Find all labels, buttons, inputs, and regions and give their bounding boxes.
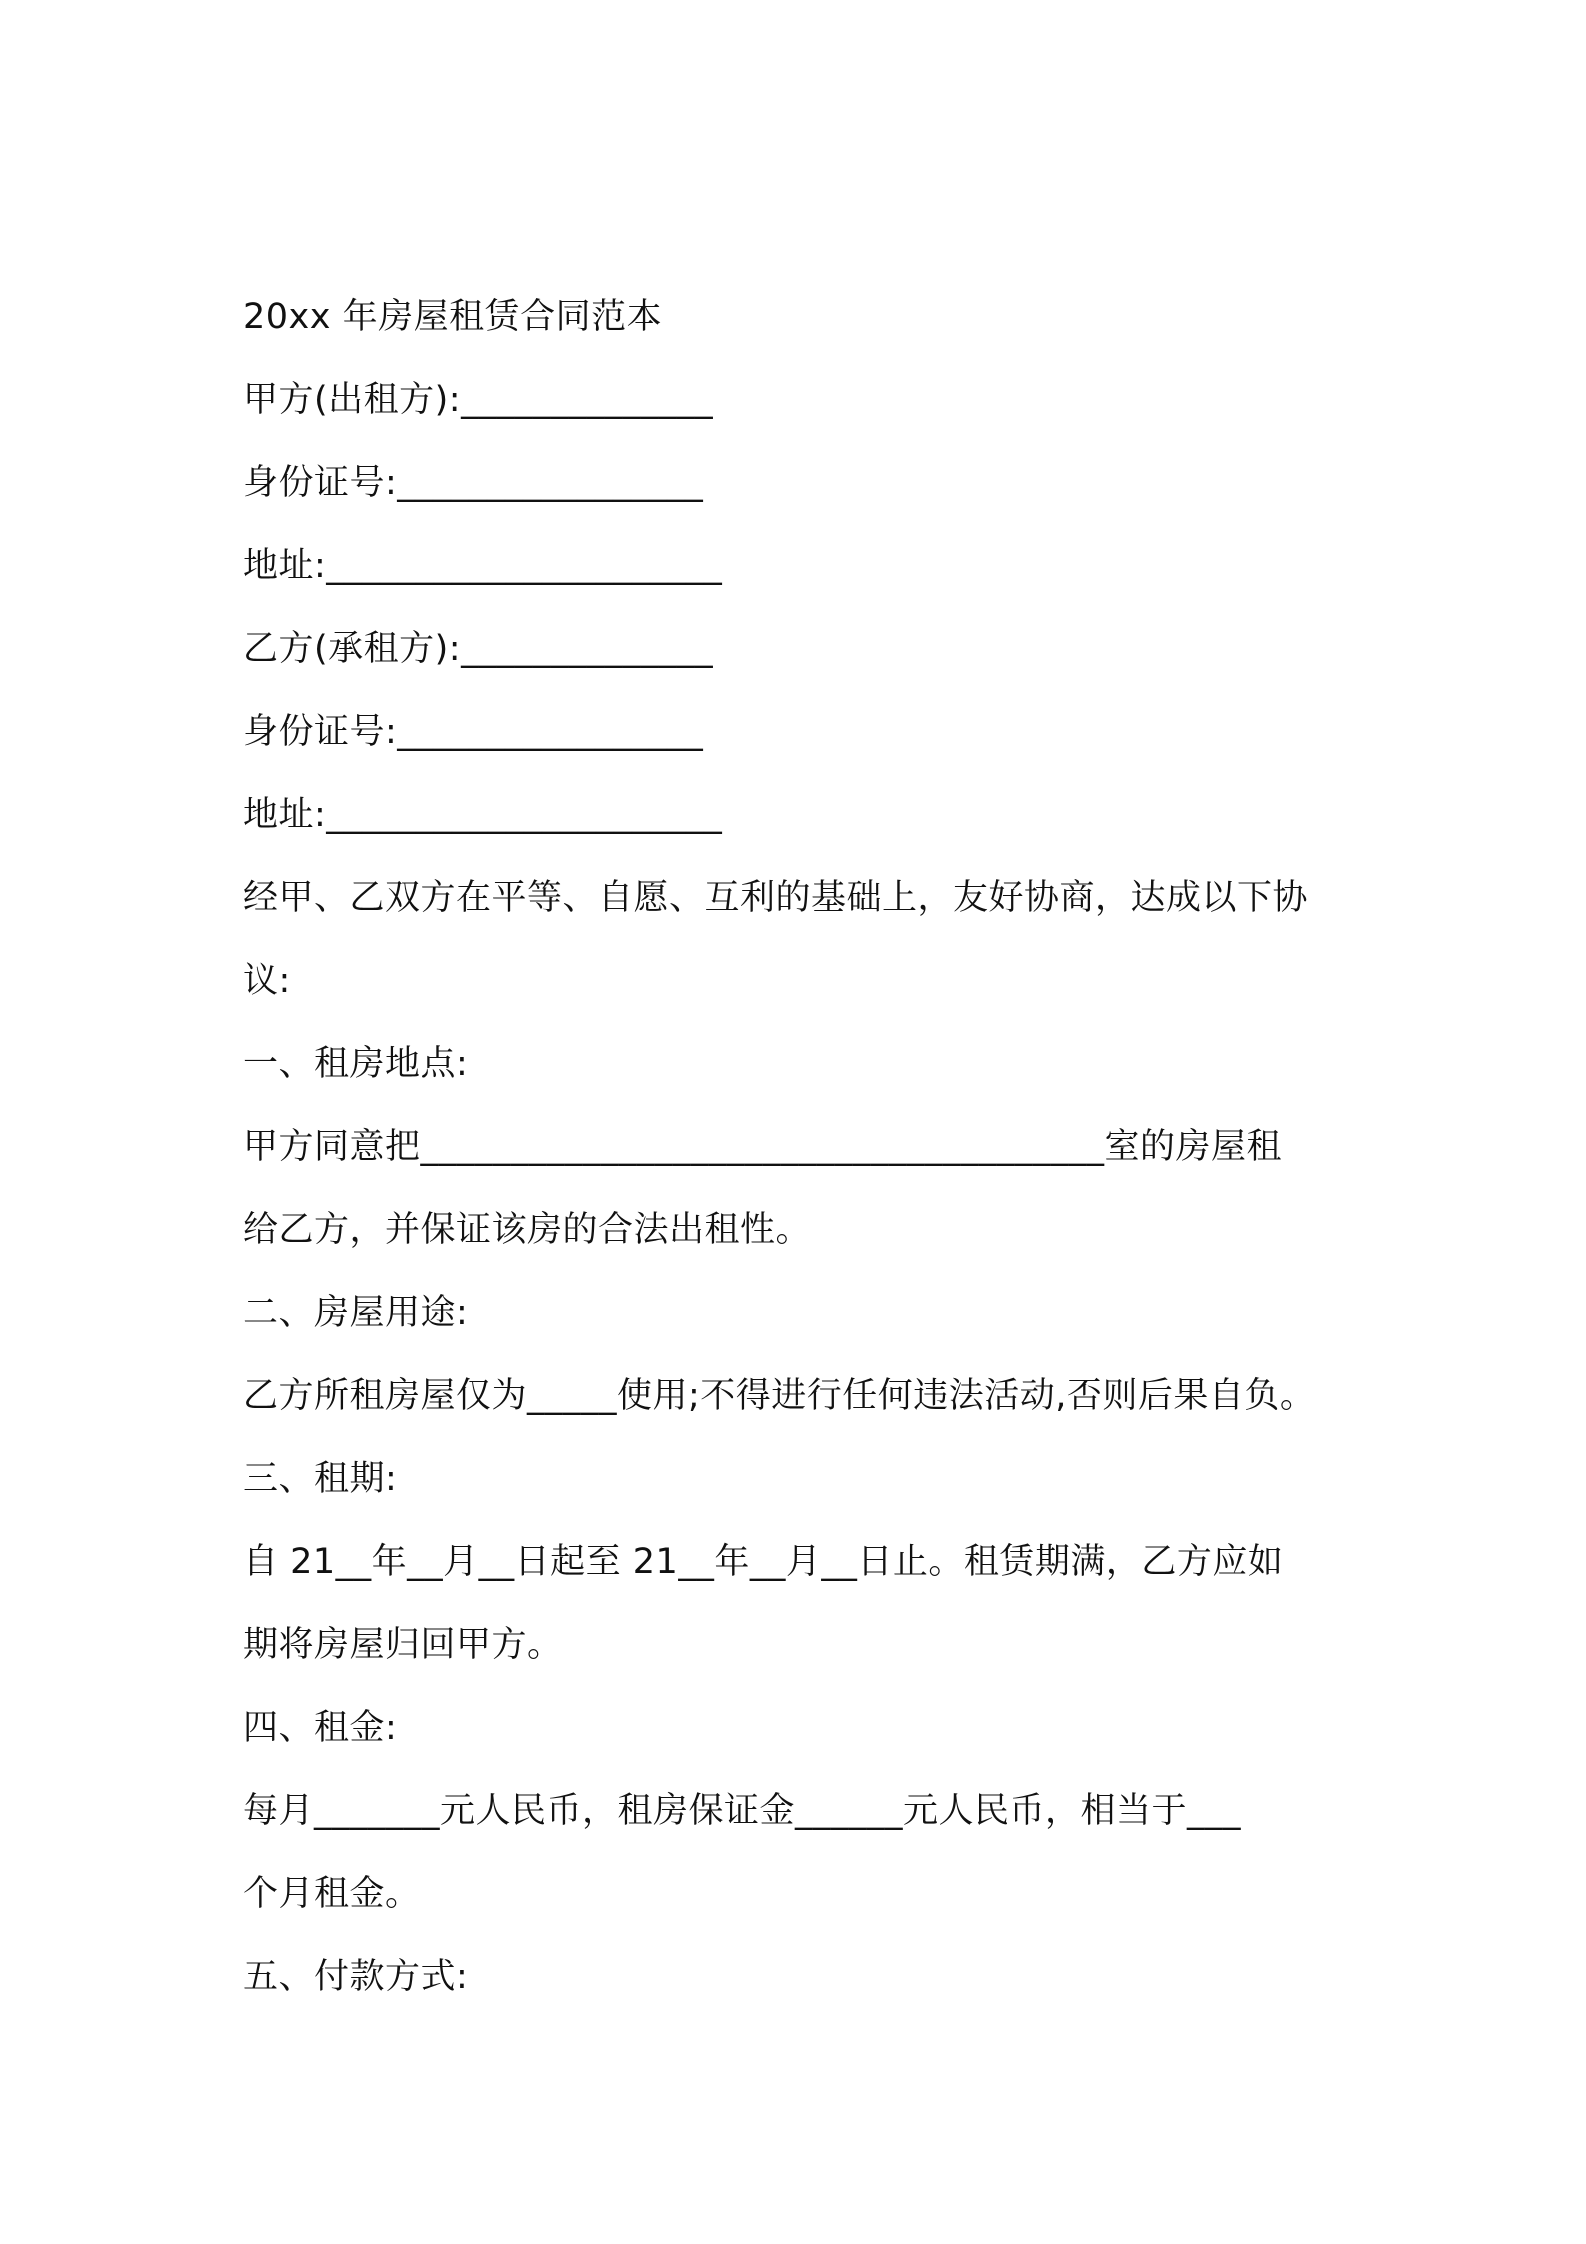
section-text: 给乙方，并保证该房的合法出租性。 xyxy=(243,1210,812,1250)
agreement-intro-line: 议: xyxy=(243,961,291,1001)
section-heading: 一、租房地点: xyxy=(243,1044,469,1084)
section-text: 乙方所租房屋仅为_____使用;不得进行任何违法活动,否则后果自负。 xyxy=(243,1376,1316,1416)
section-heading: 二、房屋用途: xyxy=(243,1293,469,1333)
section-text: 自 21__年__月__日起至 21__年__月__日止。租赁期满，乙方应如 xyxy=(243,1542,1284,1582)
party-b-line: 乙方(承租方):______________ xyxy=(243,629,714,669)
section-text: 期将房屋归回甲方。 xyxy=(243,1625,563,1665)
section-text: 甲方同意把______________________________________室的房屋租 xyxy=(243,1127,1283,1167)
document-title: 20xx 年房屋租赁合同范本 xyxy=(243,297,663,337)
party-a-line: 甲方(出租方):______________ xyxy=(243,380,714,420)
party-a-address-line: 地址:______________________ xyxy=(243,546,723,586)
agreement-intro-line: 经甲、乙双方在平等、自愿、互利的基础上，友好协商，达成以下协 xyxy=(243,878,1309,918)
section-heading: 三、租期: xyxy=(243,1459,398,1499)
party-b-id-line: 身份证号:_________________ xyxy=(243,712,704,752)
section-text: 个月租金。 xyxy=(243,1874,421,1914)
document-body xyxy=(243,276,1363,2019)
party-b-address-line: 地址:______________________ xyxy=(243,795,723,835)
section-heading: 四、租金: xyxy=(243,1708,398,1748)
section-heading: 五、付款方式: xyxy=(243,1957,469,1997)
section-text: 每月_______元人民币，租房保证金______元人民币，相当于___ xyxy=(243,1791,1242,1831)
party-a-id-line: 身份证号:_________________ xyxy=(243,463,704,503)
